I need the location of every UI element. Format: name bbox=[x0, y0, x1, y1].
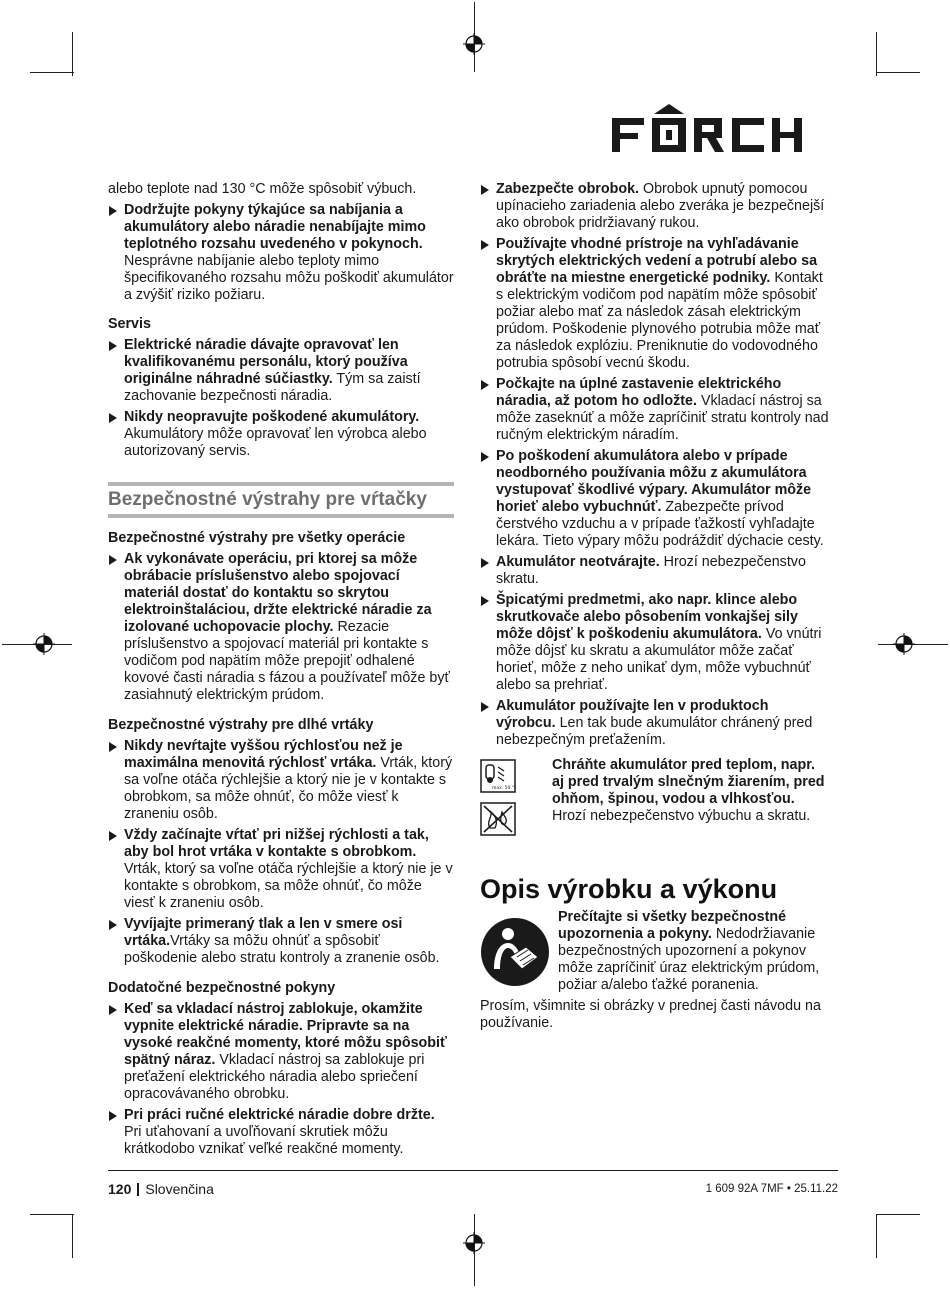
battery-heat-icon bbox=[480, 759, 516, 793]
list-item bbox=[480, 376, 830, 444]
product-description-heading: Opis výrobku a výkonu bbox=[480, 874, 778, 904]
crop-mark bbox=[876, 1214, 920, 1215]
list-item bbox=[480, 448, 830, 550]
item-text: Obrobok upnutý pomocou upínacieho zariadenia alebo zveráka je bezpečnejší ako obrobok pridržiavaný rukou. bbox=[496, 181, 825, 231]
list-item bbox=[480, 236, 830, 372]
item-text: Tým sa zaistí zachovanie bezpečnosti náradia. bbox=[124, 371, 421, 404]
page-footer bbox=[108, 1170, 838, 1197]
bullet-triangle-icon bbox=[481, 185, 489, 195]
item-bold-text: Akumulátor používajte len v produktoch výrobcu. bbox=[496, 698, 769, 731]
crop-mark bbox=[876, 1214, 877, 1258]
bullet-triangle-icon bbox=[109, 206, 117, 216]
forch-logo bbox=[612, 104, 826, 154]
list-item bbox=[108, 409, 454, 460]
item-bold-text: Po poškodení akumulátora alebo v prípade neodborného používania môžu z akumulátora vystupovať škodlivé výpary. Akumulátor môže horieť alebo vybuchnúť. bbox=[496, 448, 812, 515]
item-bold-text: Nikdy neopravujte poškodené akumulátory. bbox=[124, 409, 420, 425]
item-text: Pri uťahovaní a uvoľňovaní skrutiek môžu krátkodobo vznikať veľké reakčné momenty. bbox=[124, 1124, 404, 1157]
list-item bbox=[108, 1107, 454, 1158]
document-code: 1 609 92A 7MF • 25.11.22 bbox=[705, 1183, 838, 1195]
read-bold-text: Prečítajte si všetky bezpečnostné upozornenia a pokyny. bbox=[558, 909, 787, 942]
item-bold-text: Ak vykonávate operáciu, pri ktorej sa môže obrábacie príslušenstvo alebo spojovací materiál dostať do kontaktu so skrytou elektroinštaláciou, držte elektrické náradie za izolované uchopovacie plochy. bbox=[124, 551, 432, 635]
bullet-triangle-icon bbox=[481, 596, 489, 606]
item-text: Vrtáky sa môžu ohnúť a spôsobiť poškodenie alebo stratu kontroly a zranenie osôb. bbox=[124, 933, 440, 966]
read-instructions-box bbox=[480, 909, 830, 994]
bullet-triangle-icon bbox=[481, 702, 489, 712]
item-bold-text: Vyvíjajte primeraný tlak a len v smere osi vrtáka. bbox=[124, 916, 403, 949]
list-item bbox=[108, 337, 454, 405]
item-text: Vo vnútri môže dôjsť ku skratu a akumulátor môže začať horieť, môže z neho unikať dym, môže vybuchnúť alebo sa prehriať. bbox=[496, 626, 822, 693]
list-item bbox=[480, 181, 830, 232]
registration-mark-icon bbox=[893, 633, 915, 655]
item-text: Akumulátory môže opravovať len výrobca alebo autorizovaný servis. bbox=[124, 426, 427, 459]
crop-mark bbox=[30, 72, 74, 73]
bullet-triangle-icon bbox=[109, 831, 117, 841]
subheading-all-operations: Bezpečnostné výstrahy pre všetky operácie bbox=[108, 530, 406, 546]
item-text: Vkladací nástroj sa môže zaseknúť a môže zapríčiniť stratu kontroly nad ručným elektrickým náradím. bbox=[496, 393, 829, 443]
item-bold-text: Počkajte na úplné zastavenie elektrického náradia, až potom ho odložte. bbox=[496, 376, 782, 409]
footer-separator bbox=[137, 1183, 139, 1196]
bullet-triangle-icon bbox=[109, 1005, 117, 1015]
registration-mark-icon bbox=[33, 633, 55, 655]
warning-icons bbox=[480, 759, 518, 841]
list-item bbox=[480, 554, 830, 588]
page-number: 120 bbox=[108, 1181, 132, 1197]
subheading-additional: Dodatočné bezpečnostné pokyny bbox=[108, 980, 336, 996]
warning-text: Hrozí nebezpečenstvo výbuchu a skratu. bbox=[552, 808, 811, 824]
bullet-triangle-icon bbox=[109, 341, 117, 351]
item-bold-text: Používajte vhodné prístroje na vyhľadávanie skrytých elektrických vedení a potrubí alebo sa obráťte na miestne energetické podniky. bbox=[496, 236, 818, 286]
list-item bbox=[480, 592, 830, 694]
item-bold-text: Elektrické náradie dávajte opravovať len kvalifikovanému personálu, ktorý používa originálne náhradné súčiastky. bbox=[124, 337, 408, 387]
list-item bbox=[108, 1001, 454, 1103]
list-item bbox=[108, 202, 454, 304]
registration-mark-icon bbox=[463, 1232, 485, 1254]
read-manual-icon bbox=[480, 917, 550, 987]
section-title: Bezpečnostné výstrahy pre vŕtačky bbox=[108, 489, 427, 510]
item-bold-text: Keď sa vkladací nástroj zablokuje, okamžite vypnite elektrické náradie. Pripravte sa na vysoké reakčné momenty, ktoré môžu spôsobiť spätný náraz. bbox=[124, 1001, 447, 1068]
item-text: Rezacie príslušenstvo a spojovací materiál pri kontakte s vodičom pod napätím môže prepojiť odhalené kovové časti náradia s fázou a používateľ môže byť zasiahnutý elektrickým prúdom. bbox=[124, 619, 450, 703]
heat-warning-text bbox=[552, 757, 828, 825]
bullet-triangle-icon bbox=[109, 920, 117, 930]
heat-warning-box bbox=[480, 753, 830, 843]
crop-mark bbox=[876, 32, 877, 76]
bullet-triangle-icon bbox=[109, 555, 117, 565]
item-text: Vrták, ktorý sa voľne otáča rýchlejšie a ktorý nie je v kontakte s obrobkom, sa môže ohnúť, čo môže viesť k zraneniu osôb. bbox=[124, 755, 453, 822]
item-text: Hrozí nebezpečenstvo skratu. bbox=[496, 554, 806, 587]
bullet-triangle-icon bbox=[481, 380, 489, 390]
item-bold-text: Akumulátor neotvárajte. bbox=[496, 554, 660, 570]
bullet-triangle-icon bbox=[109, 1111, 117, 1121]
list-item bbox=[108, 738, 454, 823]
subheading-long-drills: Bezpečnostné výstrahy pre dlhé vrtáky bbox=[108, 717, 374, 733]
crop-mark bbox=[876, 72, 920, 73]
bullet-triangle-icon bbox=[109, 742, 117, 752]
footer-language: Slovenčina bbox=[145, 1181, 214, 1197]
bullet-triangle-icon bbox=[481, 452, 489, 462]
crop-mark bbox=[72, 32, 73, 76]
item-text: Nesprávne nabíjanie alebo teploty mimo špecifikovaného rozsahu môžu poškodiť akumulátor a zvýšiť riziko požiaru. bbox=[124, 253, 454, 303]
item-bold-text: Zabezpečte obrobok. bbox=[496, 181, 639, 197]
item-bold-text: Špicatými predmetmi, ako napr. klince alebo skrutkovače alebo pôsobením vonkajšej sily môže dôjsť k poškodeniu akumulátora. bbox=[496, 592, 798, 642]
list-item bbox=[108, 827, 454, 912]
item-text: Len tak bude akumulátor chránený pred nebezpečným preťažením. bbox=[496, 715, 813, 748]
intro-text: alebo teplote nad 130 °C môže spôsobiť výbuch. bbox=[108, 181, 417, 197]
bullet-triangle-icon bbox=[481, 558, 489, 568]
subheading-servis: Servis bbox=[108, 316, 151, 332]
item-bold-text: Dodržujte pokyny týkajúce sa nabíjania a akumulátory alebo náradie nenabíjajte mimo teplotného rozsahu uvedeného v pokynoch. bbox=[124, 202, 426, 252]
item-text: Vkladací nástroj sa zablokuje pri preťažení elektrického náradia alebo spriečení opracovávaného obrobku. bbox=[124, 1052, 425, 1102]
footer-left bbox=[108, 1181, 214, 1197]
max-temp-label: max. 50 °C bbox=[492, 786, 516, 791]
crop-mark bbox=[30, 1214, 74, 1215]
item-bold-text: Pri práci ručné elektrické náradie dobre držte. bbox=[124, 1107, 435, 1123]
registration-mark-icon bbox=[463, 33, 485, 55]
left-column bbox=[108, 181, 454, 1162]
read-text: Nedodržiavanie bezpečnostných upozornení a pokynov môže zapríčiniť úraz elektrickým prúdom, požiar a/alebo ťažké poranenia. bbox=[558, 926, 820, 993]
item-text: Vrták, ktorý sa voľne otáča rýchlejšie a ktorý nie je v kontakte s obrobkom, sa môže ohnúť, čo môže viesť k zraneniu osôb. bbox=[124, 861, 453, 911]
bullet-triangle-icon bbox=[481, 240, 489, 250]
warning-bold-text: Chráňte akumulátor pred teplom, napr. aj pred trvalým slnečným žiarením, pred ohňom, špinou, vodou a vlhkosťou. bbox=[552, 757, 825, 807]
item-bold-text: Nikdy nevŕtajte vyššou rýchlosťou než je maximálna menovitá rýchlosť vrtáka. bbox=[124, 738, 403, 771]
figures-note: Prosím, všimnite si obrázky v prednej časti návodu na používanie. bbox=[480, 998, 821, 1031]
list-item bbox=[480, 698, 830, 749]
item-bold-text: Vždy začínajte vŕtať pri nižšej rýchlosti a tak, aby bol hrot vrtáka v kontakte s obrobkom. bbox=[124, 827, 429, 860]
bullet-triangle-icon bbox=[109, 413, 117, 423]
no-fire-water-icon bbox=[480, 802, 516, 836]
list-item bbox=[108, 916, 454, 967]
right-column bbox=[480, 181, 830, 1032]
crop-mark bbox=[72, 1214, 73, 1258]
list-item bbox=[108, 551, 454, 704]
item-text: Zabezpečte prívod čerstvého vzduchu a v prípade ťažkostí vyhľadajte lekára. Tieto výpary môžu podráždiť dýchacie cesty. bbox=[496, 499, 824, 549]
item-text: Kontakt s elektrickým vodičom pod napätím môže spôsobiť požiar alebo mať za následok zásah elektrickým prúdom. Poškodenie plynového potrubia môže mať za následok explóziu. Preniknutie do vodovodného potrubia spôsobí vecnú škodu. bbox=[496, 270, 823, 371]
section-header bbox=[108, 482, 454, 518]
